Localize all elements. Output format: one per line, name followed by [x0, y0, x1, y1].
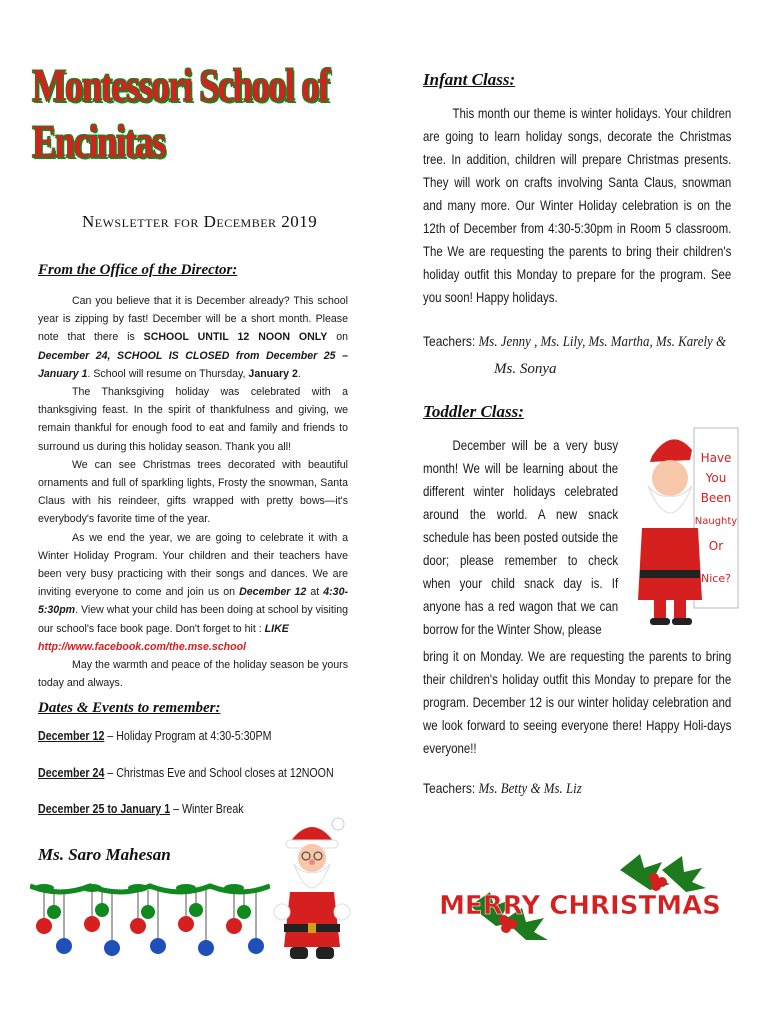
director-paragraph-4: As we end the year, we are going to celebrate it with a Winter Holiday Program. Your children and their teachers have been very busy practicing with their songs and dances. We are inviting everyone to come and join us on December 12 at 4:30-5:30pm. View what your child has been doing at school by visiting our school's face book page. Don't forget to hit : LIKE http://www.facebook.com/the.mse.school [38, 531, 348, 653]
school-title: Montessori School of Encinitas [32, 60, 329, 168]
toddler-text-part1: December will be a very busy month! We will be learning about the different winter holidays celebrated around the world. A new snack schedule has been posted outside the door; please remember to check when your child snack day is. If anyone has a red wagon that we can borrow for the Winter Show, please [423, 437, 619, 637]
ornament-garland-image [30, 878, 270, 970]
sign-word-3: Been [700, 491, 732, 505]
director-paragraph-2: The Thanksgiving holiday was celebrated with a thanksgiving feast. In the spirit of thankfulness and giving, we remain thankful for enough food to eat and family and friends to surround us during this holiday season. Thank you all! [38, 386, 348, 453]
sign-word-6: Nice? [701, 572, 731, 585]
toddler-heading: Toddler Class: [423, 402, 524, 421]
director-signature: Ms. Saro Mahesan [38, 845, 171, 864]
director-letter [38, 292, 348, 692]
event-2: December 24 – Christmas Eve and School closes at 12NOON [38, 765, 334, 780]
infant-heading: Infant Class: [423, 70, 516, 89]
sign-word-1: Have [700, 451, 732, 465]
event-3: December 25 to January 1 – Winter Break [38, 801, 244, 816]
sign-word-4: Naughty [694, 516, 738, 527]
facebook-link[interactable]: http://www.facebook.com/the.mse.school [38, 640, 246, 653]
toddler-teachers: Teachers: Ms. Betty & Ms. Liz [423, 780, 582, 797]
director-paragraph-5: May the warmth and peace of the holiday season be yours today and always. [38, 659, 348, 690]
director-paragraph-1: Can you believe that it is December already? This school year is zipping by fast! December will be a short month. Please note that there is SCHOOL UNTIL 12 NOON ONLY on December 24, SCHOOL IS CLOSED from December 25 – January 1. School will resume on Thursday, January 2. [38, 295, 348, 380]
infant-teachers-line2: Ms. Sonya [494, 361, 557, 377]
santa-icon [272, 812, 352, 962]
director-heading: From the Office of the Director: [38, 262, 238, 278]
toddler-text-part2: bring it on Monday. We are requesting the parents to bring their children's holiday outfit this Monday to prepare for the program. December 12 is our winter holiday celebration and we look forward to seeing everyone there! Happy Holi-days everyone!! [423, 648, 732, 756]
infant-text: This month our theme is winter holidays. Your children are going to learn holiday songs, decorate the Christmas tree. In addition, children will prepare Christmas presents. They will work on crafts involving Santa Claus, snowman and many more. Our Winter Holiday celebration is on the 12th of December from 4:30-5:30pm in Room 5 classroom. The We are requesting the parents to bring their children's holiday outfit this Monday to prepare for the program. See you soon! Happy holidays. [423, 105, 732, 305]
director-paragraph-3: We can see Christmas trees decorated with beautiful ornaments and full of sparkling lights, Frosty the snowman, Santa Claus with his reindeer, gifts wrapped with pretty bows—it's everybody's favorite time of the year. [38, 458, 348, 526]
merry-christmas-image [430, 848, 730, 958]
sign-word-2: You [705, 471, 727, 485]
sign-word-5: Or [708, 539, 724, 553]
newsletter-subtitle: Newsletter for December 2019 [82, 212, 318, 231]
dates-heading: Dates & Events to remember: [38, 700, 221, 716]
merry-christmas-text: MERRY CHRISTMAS [439, 891, 721, 921]
event-1: December 12 – Holiday Program at 4:30-5:30PM [38, 728, 272, 743]
naughty-or-nice-santa-image [632, 420, 742, 626]
infant-teachers: Teachers: Ms. Jenny , Ms. Lily, Ms. Martha, Ms. Karely & [423, 333, 727, 350]
